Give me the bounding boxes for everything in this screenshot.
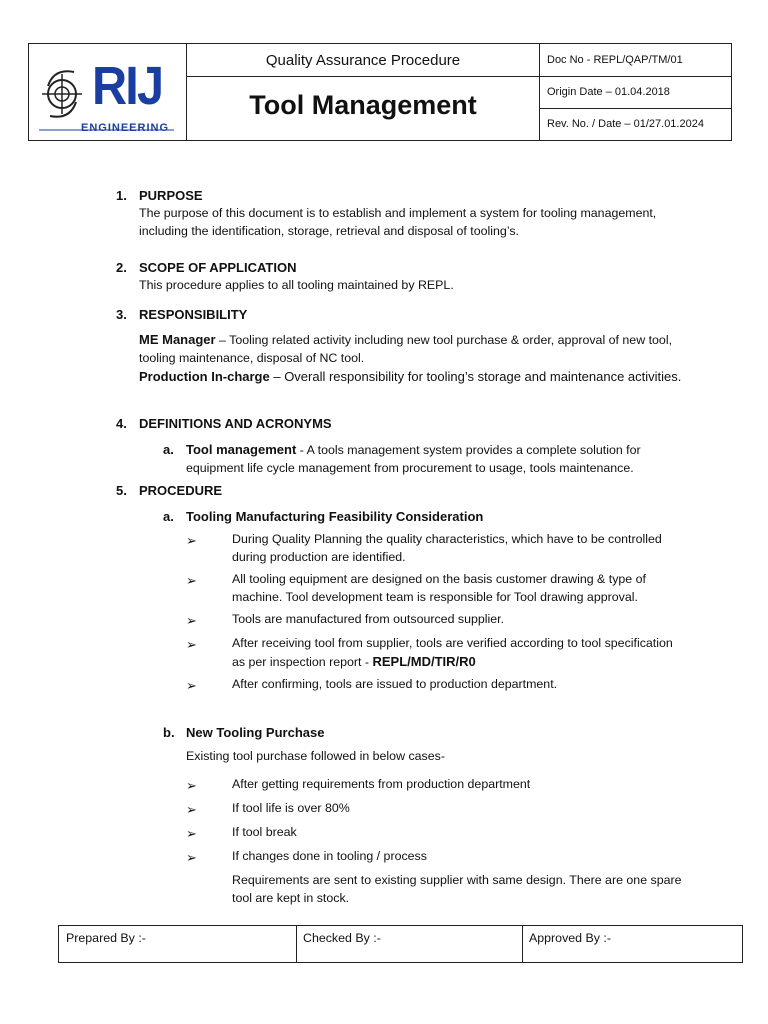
me-manager-text: – Tooling related activity including new tool purchase & order, approval of new tool, tooling maintenance, disposal of NC tool. (139, 333, 673, 365)
purpose-text: The purpose of this document is to establish and implement a system for tooling management, including the identification, storage, retrieval and disposal of tooling’s. (139, 206, 657, 238)
purchase-note: Requirements are sent to existing supplier with same design. There are one spare tool are kept in stock. (232, 873, 682, 905)
me-manager-label: ME Manager (139, 332, 216, 347)
production-incharge-responsibility (139, 368, 699, 386)
subsection-letter: b. (163, 725, 175, 740)
subsection-heading-feasibility: Tooling Manufacturing Feasibility Consideration (186, 509, 484, 524)
arrow-bullet-icon: ➢ (186, 826, 197, 841)
list-item: During Quality Planning the quality characteristics, which have to be controlled during production are identified. (232, 532, 662, 564)
production-incharge-text: – Overall responsibility for tooling’s storage and maintenance activities. (269, 369, 682, 384)
list-item: If tool break (232, 825, 297, 839)
arrow-bullet-icon: ➢ (186, 678, 197, 693)
section-number: 5. (116, 483, 127, 498)
purchase-intro: Existing tool purchase followed in below cases- (186, 749, 445, 763)
section-heading-purpose: PURPOSE (139, 188, 203, 203)
signature-table (58, 925, 743, 963)
section-number: 3. (116, 307, 127, 322)
section-heading-scope: SCOPE OF APPLICATION (139, 260, 297, 275)
procedure-type: Quality Assurance Procedure (265, 52, 461, 69)
section-number: 4. (116, 416, 127, 431)
document-title: Tool Management (249, 90, 477, 120)
arrow-bullet-icon: ➢ (186, 533, 197, 548)
origin-date: Origin Date – 01.04.2018 (547, 86, 670, 98)
inspection-report-code: REPL/MD/TIR/R0 (372, 653, 476, 669)
me-manager-responsibility (139, 331, 699, 367)
logo-wordmark: RIJ (92, 56, 163, 116)
list-item: After confirming, tools are issued to production department. (232, 677, 558, 691)
subsection-letter: a. (163, 509, 174, 524)
list-item (232, 635, 687, 671)
section-number: 2. (116, 260, 127, 275)
production-incharge-label: Production In-charge (139, 369, 270, 384)
section-heading-definitions: DEFINITIONS AND ACRONYMS (139, 416, 332, 431)
subsection-letter: a. (163, 442, 174, 457)
arrow-bullet-icon: ➢ (186, 613, 197, 628)
definition-term: Tool management (186, 442, 297, 457)
scope-text: This procedure applies to all tooling maintained by REPL. (139, 278, 454, 292)
list-item: If changes done in tooling / process (232, 849, 427, 863)
list-item: If tool life is over 80% (232, 801, 350, 815)
doc-number: Doc No - REPL/QAP/TM/01 (547, 54, 683, 66)
list-item: All tooling equipment are designed on the basis customer drawing & type of machine. Tool development team is responsible for Tool drawing approval. (232, 572, 646, 604)
arrow-bullet-icon: ➢ (186, 802, 197, 817)
section-heading-procedure: PROCEDURE (139, 483, 223, 498)
approved-by-label: Approved By :- (529, 931, 611, 945)
definition-text: - A tools management system provides a complete solution for equipment life cycle management from procurement to usage, tools maintenance. (186, 443, 641, 475)
checked-by-label: Checked By :- (303, 931, 381, 945)
section-number: 1. (116, 188, 127, 203)
logo-subtitle: ENGINEERING (80, 122, 169, 134)
section-heading-responsibility: RESPONSIBILITY (139, 307, 248, 322)
prepared-by-label: Prepared By :- (66, 931, 146, 945)
tool-management-definition (186, 441, 686, 477)
arrow-bullet-icon: ➢ (186, 778, 197, 793)
subsection-heading-purchase: New Tooling Purchase (186, 725, 325, 740)
list-item: After getting requirements from production department (232, 777, 531, 791)
list-item-text: After receiving tool from supplier, tools are verified according to tool specification as per inspection report - (232, 636, 673, 669)
list-item: Tools are manufactured from outsourced supplier. (232, 612, 505, 626)
arrow-bullet-icon: ➢ (186, 637, 197, 652)
arrow-bullet-icon: ➢ (186, 850, 197, 865)
revision-info: Rev. No. / Date – 01/27.01.2024 (547, 118, 704, 130)
arrow-bullet-icon: ➢ (186, 573, 197, 588)
